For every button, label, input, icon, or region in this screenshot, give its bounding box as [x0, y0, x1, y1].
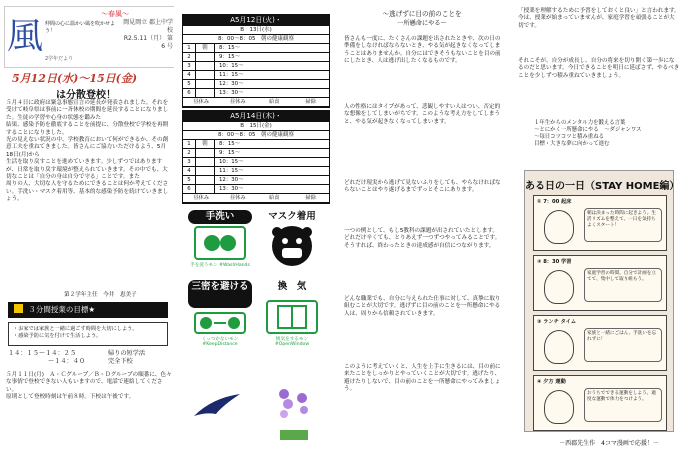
- comic-panel: [533, 315, 667, 371]
- intro-text: [6, 100, 172, 204]
- essay-paragraph: どんな職業でも、自分に与えられた仕事に対して、真摯に取り組むことが大切です。逃げずに目の前のことを一所懸命にやる人は、周りから信頼されていきます。: [344, 296, 501, 317]
- character-icon: [544, 210, 574, 244]
- quote-line: １年生からのメンタル力を鍛える言葉: [534, 120, 626, 126]
- grade-label: 2学年だより: [45, 56, 74, 62]
- poster-ventilation: [260, 280, 324, 347]
- schedule-header2: B 15日(金): [183, 122, 329, 131]
- essay-paragraph: このように考えていくと、人生を上手に生きるには、目の前に来たことをしっかりとやっていくことが大切です。逃げたり、避けたりしないで、目の前のことを一所懸命にやってみましょう。: [344, 364, 501, 393]
- note-paragraph: 原則として登校時刻は午前８時。下校は午後です。: [6, 394, 135, 401]
- note-paragraph: ５月１１日(月) Ａ・Ｃグループ／Ｂ・Ｄグループの順番に、色々な事情で登校できない人もいますので、電話で連絡してください。: [6, 372, 172, 393]
- newsletter-masthead: [4, 6, 174, 68]
- essay-title: ～逃げずに目の前のことを: [382, 10, 462, 18]
- quote-block: [534, 120, 674, 148]
- character-icon: [544, 330, 574, 364]
- schedule-header: A5月12日(火)・: [183, 15, 329, 26]
- schedule-footer: 昼休み 昼休み 給食 掃除: [183, 194, 329, 203]
- table-row: 2 9：15～: [183, 149, 329, 158]
- panel-title: ① 7：00 起床: [537, 199, 572, 205]
- schedule-header2: B 13日(水): [183, 26, 329, 35]
- panel-title: ③ ランチ タイム: [537, 319, 577, 325]
- poster-mask: [260, 210, 324, 272]
- time-value: ～１４：４０: [48, 358, 86, 365]
- comic-strip: [524, 170, 680, 432]
- comic-panel: [533, 255, 667, 311]
- time-label: 帰りの短学活: [108, 350, 146, 357]
- column-essay: [338, 0, 506, 457]
- right-paragraph: それこそが、自分が成長し、自分の将来を切り開く第一歩になるのだと思います。今日できることを明日に延ばさず、やるべきことを少しずつ積み重ねていきましょう。: [518, 58, 680, 79]
- bear-mascot-icon: [272, 226, 312, 266]
- column-left: [4, 0, 174, 457]
- mindful-title: ３分間授業の目標★: [28, 305, 96, 314]
- panel-text: 家庭学習の時間。自分で計画を立てて、集中して取り組もう。: [584, 268, 662, 302]
- poster-label: マスク着用: [268, 211, 316, 222]
- quote-line: 目標・大きな夢に向かって進む: [534, 141, 610, 147]
- swallow-bird-icon: [192, 392, 242, 426]
- panel-title: ② 8：30 学習: [537, 259, 572, 265]
- panel-text: 朝は決まった時間に起きよう。生活リズムを整えて、一日を気持ちよくスタート！: [584, 208, 662, 242]
- comic-credit: －西郡先生作 4コマ漫画で応援！－: [559, 440, 659, 447]
- masthead-school: [123, 19, 173, 51]
- intro-paragraph: ５月４日に政府は緊急事態宣言の延長が発表されました。それを受けて岐阜県は事前に一斉休校の期間を延長することになりました。生徒の学習や心身の状態を鑑みた: [6, 100, 169, 121]
- essay-subtitle: 一所懸命にやる～: [397, 20, 447, 27]
- panel-text: 家族と一緒にごはん。手洗いを忘れずに！: [584, 328, 662, 362]
- poster-handwash: [188, 210, 252, 272]
- time-value: １４：１５～１４：２５: [8, 350, 77, 357]
- schedule-time: 8：00～8：05 朝の健康観察: [183, 131, 329, 140]
- intro-paragraph: 光の見えない状況の中、学校教育において何ができるか、その創意工夫を重ねてきました。皆さんにご協力いただけるよう、5月18日(月)から: [6, 137, 169, 158]
- table-row: 4 11：15～: [183, 71, 329, 80]
- mindful-title-bar: [8, 302, 168, 318]
- panel-text: おうちでできる運動をしよう。適度な運動で体力をつけよう。: [584, 388, 662, 422]
- poster-caption: 換気をするモン #OpenWindow: [274, 337, 310, 347]
- character-icon: [544, 270, 574, 304]
- intro-paragraph: 結果、感染予防を徹底することを前提に、分散登校で学校を再開することになりました。: [6, 122, 169, 136]
- comic-panel: [533, 375, 667, 431]
- panel-title: ④ 夕方 運動: [537, 379, 566, 385]
- comic-panel: [533, 195, 667, 251]
- intro-paragraph: 生活を取り戻すことを進めていきます。少しずつではありますが、日常を取り戻す環境が整えられていきます。その中でも、大切なことは「自分の身は自分で守る」ことです。また: [6, 159, 168, 181]
- quote-line: ～毎日コツコツと積み重ねる: [534, 134, 604, 140]
- intro-paragraph: 周りの人、大切な人を守るためにできることは何か考えてください。手洗い・マスク着用等、基本的な感染予防を続けていきましょう。: [6, 181, 169, 203]
- distance-icon: [194, 312, 246, 334]
- essay-paragraph: 一つの例として、もし5教科の課題が出されていたとします。どれだけ辛くても、とりあえず一つずつやってみることです。そうすれば、終わったときの達成感が自信につながります。: [344, 228, 501, 249]
- dismissal-times: [8, 350, 174, 366]
- masthead-kanji: 風: [7, 16, 44, 57]
- table-row: 2 9：15～: [183, 53, 329, 62]
- signature: 第２学年主任 今井 恵美子: [64, 292, 137, 298]
- schedule-footer: 昼休み 昼休み 給食 掃除: [183, 98, 329, 107]
- poster-label: 三密を避ける: [188, 280, 252, 308]
- mindful-line: ・お家では家族と一緒に過ごす時間を大切にしよう。: [13, 326, 138, 332]
- essay-paragraph: どれだけ現実から逃げて見ないふりをしても、やらなければならないことはやり遂げるまでずっとそこにあります。: [344, 180, 501, 194]
- wisteria-flower-icon: [272, 380, 316, 454]
- mindful-line: ・感染予防に気を付けて生活しよう。: [13, 333, 102, 339]
- hands-icon: [194, 226, 246, 260]
- headline-dates: 5月12日(水)～15日(金): [12, 72, 138, 85]
- poster-caption: くっつかないモン #KeepDistance: [201, 337, 239, 347]
- table-row: 1 朝 8：15～: [183, 140, 329, 149]
- school-name: 岡見岡立 郡上中学校: [123, 19, 173, 34]
- poster-caption: 手を洗うモン #WashHands: [190, 263, 250, 268]
- notes-text: [6, 372, 172, 402]
- schedule-time: 8：00～8：05 朝の健康観察: [183, 35, 329, 44]
- table-row: 4 11：15～: [183, 167, 329, 176]
- table-row: 6 13：30～: [183, 185, 329, 194]
- masthead-title: ～春風～: [101, 10, 129, 18]
- quote-line: ～とにかく一所懸命にやる ～ダジャンワス: [534, 127, 642, 133]
- table-row: 3 10：15～: [183, 62, 329, 71]
- column-right: [514, 0, 684, 457]
- schedule-table: [182, 110, 330, 204]
- poster-avoid-3c: [188, 280, 252, 347]
- table-row: 1 朝 8：15～: [183, 44, 329, 53]
- issue-date: R2.5.11（月） 第 6 号: [123, 35, 173, 50]
- table-row: 6 13：30～: [183, 89, 329, 98]
- headline-sub: は分散登校！: [56, 90, 116, 101]
- essay-paragraph: 皆さんも一度に、たくさんの課題を出されたときや、次の日の準備をしなければならないとき、やる気が起きなくなってしまうことはありませんか。自分にはできそうもないことを目の前にしたとき、人は逃げ出したくなるものです。: [344, 36, 501, 65]
- poster-label: 手洗い: [188, 210, 252, 224]
- column-schedule: [182, 0, 330, 457]
- schedule-table: [182, 14, 330, 108]
- mindful-box: [8, 322, 168, 346]
- time-label: 完全下校: [108, 358, 133, 365]
- comic-title: ある日の一日（STAY HOME編）: [525, 181, 680, 192]
- essay-paragraph: 人の性格にはタイプがあって、悲観しやすい人はつい、否定的な想像をしてしまいがちです。このような考え方をしてしまうと、やる気が起きなくなってしまいます。: [344, 104, 501, 125]
- table-row: 3 10：15～: [183, 158, 329, 167]
- table-row: 5 12：30～: [183, 176, 329, 185]
- schedule-header: A5月14日(木)・: [183, 111, 329, 122]
- character-icon: [544, 390, 574, 424]
- star-icon: [14, 304, 23, 313]
- window-icon: [266, 300, 318, 334]
- table-row: 5 12：30～: [183, 80, 329, 89]
- right-paragraph: 「授業を理解するために予習をしておくと良い」と言われます。今は、授業が始まっていませんが、家庭学習を頑張ることが大切です。: [518, 8, 680, 29]
- poster-label: 換 気: [277, 281, 307, 292]
- masthead-subtitle: 仲間の心に温かい風を吹かせよう！: [45, 21, 116, 34]
